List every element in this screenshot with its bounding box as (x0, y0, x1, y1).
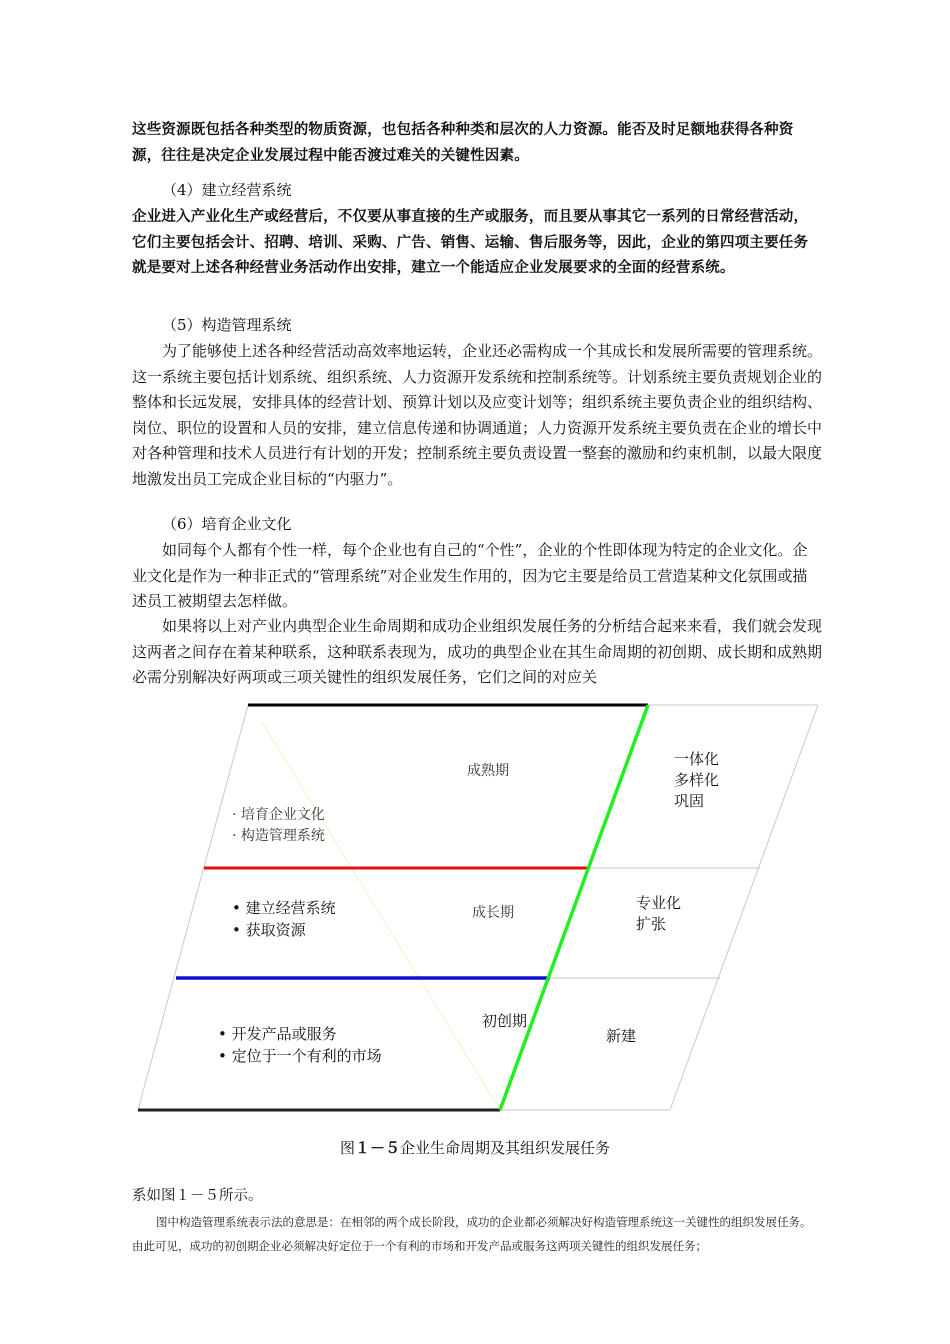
stage-startup-label: 初创期 (482, 1012, 528, 1030)
orientation-expansion: 扩张 (636, 915, 667, 933)
orientation-consolidation: 巩固 (674, 792, 705, 810)
task-develop-product: • 开发产品或服务 (218, 1025, 337, 1043)
paragraph-corporate-culture: 如同每个人都有个性一样，每个企业也有自己的“个性”，企业的个性即体现为特定的企业文化。企业文化是作为一种非正式的“管理系统”对企业发生作用的，因为它主要是给员工营造某种文化氛围或描述员工被期望去怎样做。 (132, 541, 808, 610)
task-position-market: • 定位于一个有利的市场 (218, 1047, 382, 1065)
diagonal-line (500, 705, 648, 1110)
task-management-system: · 构造管理系统 (232, 828, 325, 844)
paragraph-resources: 这些资源既包括各种类型的物质资源，也包括各种种类和层次的人力资源。能否及时足额地获得各种资源，往往是决定企业发展过程中能否渡过难关的关键性因素。 (132, 122, 794, 164)
orientation-diversification: 多样化 (674, 771, 720, 789)
stage-mature-label: 成熟期 (467, 763, 509, 779)
heading-operations-system: （4）建立经营系统 (162, 181, 292, 199)
paragraph-figure-explanation: 图中构造管理系统表示法的意思是：在相邻的两个成长阶段，成功的企业都必须解决好构造管理系统这一关键性的组织发展任务。由此可见，成功的初创期企业必须解决好定位于一个有利的市场和开发产品或服务这两项关键性的组织发展任务； (132, 1215, 812, 1253)
paragraph-figure-reference: 系如图１－５所示。 (132, 1188, 263, 1204)
figure-caption (0, 1137, 950, 1158)
orientation-integration: 一体化 (674, 750, 720, 768)
heading-management-system: （5）构造管理系统 (162, 316, 292, 334)
orientation-specialization: 专业化 (636, 894, 682, 912)
lifecycle-diagram (0, 690, 950, 1130)
task-operations-system: • 建立经营系统 (232, 899, 336, 917)
heading-corporate-culture: （6）培育企业文化 (162, 515, 292, 533)
paragraph-lifecycle-link: 如果将以上对产业内典型企业生命周期和成功企业组织发展任务的分析结合起来来看，我们就会发现这两者之间存在着某种联系，这种联系表现为，成功的典型企业在其生命周期的初创期、成长期和成熟期必需分别解决好两项或三项关键性的组织发展任务，它们之间的对应关 (132, 617, 823, 686)
caption-text: 企业生命周期及其组织发展任务 (400, 1139, 611, 1157)
caption-number: １－５ (354, 1139, 400, 1157)
task-corporate-culture: · 培育企业文化 (232, 807, 325, 823)
caption-prefix: 图 (339, 1139, 355, 1157)
orientation-founding: 新建 (606, 1027, 637, 1045)
paragraph-management-system: 为了能够使上述各种经营活动高效率地运转，企业还必需构成一个其成长和发展所需要的管理系统。这一系统主要包括计划系统、组织系统、人力资源开发系统和控制系统等。计划系统主要负责规划企业的整体和长远发展，安排具体的经营计划、预算计划以及应变计划等；组织系统主要负责企业的组织结构、岗位、职位的设置和人员的安排，建立信息传递和协调通道；人力资源开发系统主要负责在企业的增长中对各种管理和技术人员进行有计划的开发；控制系统主要负责设置一整套的激励和约束机制，以最大限度地激发出员工完成企业目标的“内驱力”。 (132, 342, 823, 488)
paragraph-operations-system: 企业进入产业化生产或经营后，不仅要从事直接的生产或服务，而且要从事其它一系列的日常经营活动，它们主要包括会计、招聘、培训、采购、广告、销售、运输、售后服务等，因此，企业的第四项主要任务就是要对上述各种经营业务活动作出安排，建立一个能适应企业发展要求的全面的经营系统。 (132, 209, 809, 276)
task-obtain-resources: • 获取资源 (232, 921, 306, 939)
stage-growth-label: 成长期 (472, 905, 514, 921)
